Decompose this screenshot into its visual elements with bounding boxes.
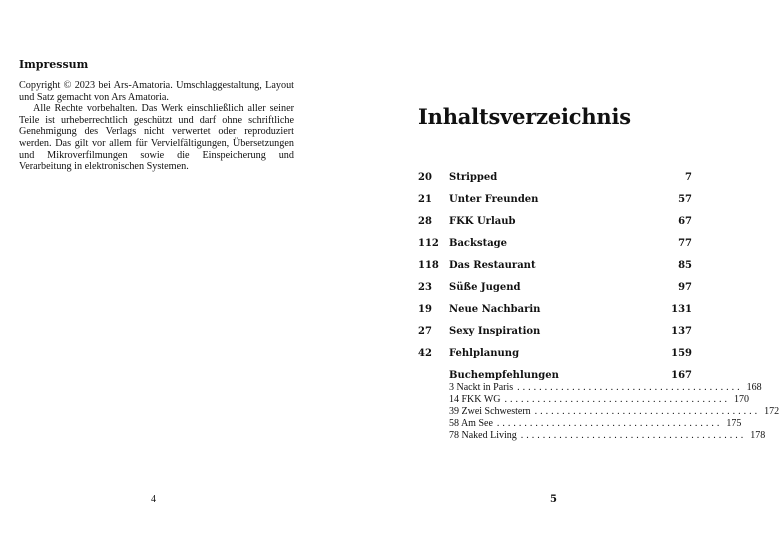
- toc-entry-page: 67: [678, 216, 692, 227]
- toc-heading: Inhaltsverzeichnis: [418, 104, 631, 129]
- toc-entry-code: 28: [418, 216, 432, 227]
- recommendation-item[interactable]: [449, 382, 762, 394]
- impressum-paragraph: Copyright © 2023 bei Ars-Amatoria. Umschlaggestaltung, Layout und Satz gemacht von Ars Amatoria.: [19, 80, 294, 103]
- toc-entry-page: 159: [671, 348, 692, 359]
- toc-entry[interactable]: [418, 216, 692, 238]
- dot-leader: .........................................: [534, 406, 761, 417]
- recommendation-title: 14 FKK WG: [449, 394, 501, 405]
- toc-entry[interactable]: [418, 194, 692, 216]
- toc-entry-title: Das Restaurant: [449, 260, 536, 271]
- recommendation-item[interactable]: [449, 418, 742, 430]
- dot-leader: .........................................: [496, 418, 723, 429]
- toc-entry-code: 42: [418, 348, 432, 359]
- right-page: [360, 0, 779, 541]
- toc-entry[interactable]: [418, 282, 692, 304]
- toc-entry-code: 23: [418, 282, 432, 293]
- toc-entry-title: Backstage: [449, 238, 508, 249]
- toc-entry-page: 85: [678, 260, 692, 271]
- recommendation-page: 170: [733, 394, 749, 405]
- recommendation-title: 3 Nackt in Paris: [449, 382, 514, 393]
- recommendation-item[interactable]: [449, 406, 779, 418]
- recommendations-section: [449, 370, 779, 442]
- recommendation-item[interactable]: [449, 430, 766, 442]
- toc-entry-page: 7: [685, 172, 692, 183]
- toc-entry-code: 20: [418, 172, 432, 183]
- recommendation-page: 175: [726, 418, 742, 429]
- impressum-text: [19, 80, 294, 173]
- toc-entry-code: 27: [418, 326, 432, 337]
- toc-entry-page: 57: [678, 194, 692, 205]
- page-number-left: 4: [151, 494, 156, 505]
- page-number-right: 5: [550, 494, 557, 505]
- toc-entry[interactable]: [418, 238, 692, 260]
- recommendation-page: 172: [764, 406, 779, 417]
- toc-entry-code: 19: [418, 304, 432, 315]
- recommendation-title: 39 Zwei Schwestern: [449, 406, 531, 417]
- toc-entry-title: Fehlplanung: [449, 348, 520, 359]
- toc-entry-title: Sexy Inspiration: [449, 326, 541, 337]
- recommendations-heading[interactable]: [449, 370, 692, 382]
- toc-entry-title: Neue Nachbarin: [449, 304, 541, 315]
- toc-entry-page: 137: [671, 326, 692, 337]
- toc-entry-title: Stripped: [449, 172, 498, 183]
- toc-entry[interactable]: [418, 260, 692, 282]
- toc-entry-page: 131: [671, 304, 692, 315]
- recommendation-title: 78 Naked Living: [449, 430, 517, 441]
- toc-entry-code: 21: [418, 194, 432, 205]
- toc-entry-title: Unter Freunden: [449, 194, 539, 205]
- toc-entry-page: 97: [678, 282, 692, 293]
- impressum-paragraph: Alle Rechte vorbehalten. Das Werk einschließlich aller seiner Teile ist urheberrechtlich geschützt und darf ohne schriftliche Genehmigung des Verlags nicht verwertet oder reproduziert werden. Das gilt vor allem für Vervielfältigungen, Übersetzungen und Mikroverfilmungen sowie die Einspeicherung und Verarbeitung in elektronischen Systemen.: [19, 103, 294, 173]
- recommendation-item[interactable]: [449, 394, 749, 406]
- impressum-heading: Impressum: [19, 58, 89, 71]
- left-page: [0, 0, 360, 541]
- dot-leader: .........................................: [520, 430, 747, 441]
- recommendations-page: 167: [671, 370, 692, 381]
- toc-entry[interactable]: [418, 326, 692, 348]
- toc-entry-code: 118: [418, 260, 439, 271]
- toc-list: [418, 172, 692, 370]
- dot-leader: .........................................: [517, 382, 743, 393]
- recommendations-title: Buchempfehlungen: [449, 370, 559, 381]
- toc-entry-title: FKK Urlaub: [449, 216, 516, 227]
- recommendation-page: 168: [746, 382, 762, 393]
- toc-entry-title: Süße Jugend: [449, 282, 521, 293]
- toc-entry-code: 112: [418, 238, 439, 249]
- toc-entry-page: 77: [678, 238, 692, 249]
- toc-entry[interactable]: [418, 304, 692, 326]
- toc-entry[interactable]: [418, 348, 692, 370]
- recommendation-page: 178: [750, 430, 766, 441]
- toc-entry[interactable]: [418, 172, 692, 194]
- recommendation-title: 58 Am See: [449, 418, 493, 429]
- dot-leader: .........................................: [504, 394, 730, 405]
